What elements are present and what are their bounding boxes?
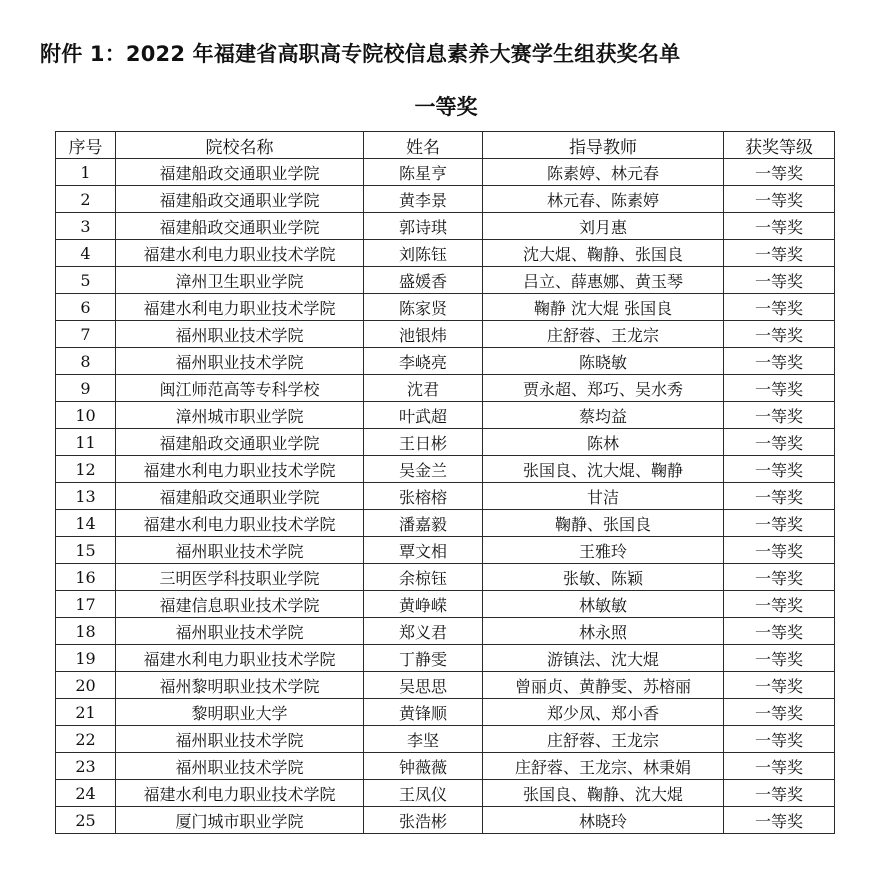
student-name-cell: 黄峥嵘 <box>364 591 483 618</box>
serial-number-cell: 9 <box>56 375 116 402</box>
serial-number-cell: 15 <box>56 537 116 564</box>
student-name-cell: 王日彬 <box>364 429 483 456</box>
school-name-cell: 福建水利电力职业技术学院 <box>116 645 364 672</box>
serial-number-cell: 21 <box>56 699 116 726</box>
serial-number-cell: 13 <box>56 483 116 510</box>
serial-number-cell: 11 <box>56 429 116 456</box>
instructor-cell: 甘洁 <box>483 483 724 510</box>
table-row <box>56 402 835 429</box>
award-level-cell: 一等奖 <box>724 618 835 645</box>
header-student-name: 姓名 <box>364 132 483 159</box>
award-level-cell: 一等奖 <box>724 645 835 672</box>
instructor-cell: 陈林 <box>483 429 724 456</box>
school-name-cell: 闽江师范高等专科学校 <box>116 375 364 402</box>
school-name-cell: 福建水利电力职业技术学院 <box>116 456 364 483</box>
school-name-cell: 福建水利电力职业技术学院 <box>116 780 364 807</box>
table-row <box>56 159 835 186</box>
header-instructor: 指导教师 <box>483 132 724 159</box>
school-name-cell: 漳州卫生职业学院 <box>116 267 364 294</box>
instructor-cell: 林永照 <box>483 618 724 645</box>
student-name-cell: 盛媛香 <box>364 267 483 294</box>
instructor-cell: 吕立、薛惠娜、黄玉琴 <box>483 267 724 294</box>
award-level-cell: 一等奖 <box>724 375 835 402</box>
award-level-cell: 一等奖 <box>724 591 835 618</box>
award-level-cell: 一等奖 <box>724 537 835 564</box>
table-row <box>56 618 835 645</box>
instructor-cell: 曾丽贞、黄静雯、苏榕丽 <box>483 672 724 699</box>
header-school-name: 院校名称 <box>116 132 364 159</box>
award-level-cell: 一等奖 <box>724 159 835 186</box>
award-level-cell: 一等奖 <box>724 564 835 591</box>
table-row <box>56 807 835 834</box>
instructor-cell: 张敏、陈颖 <box>483 564 724 591</box>
school-name-cell: 黎明职业大学 <box>116 699 364 726</box>
school-name-cell: 福州职业技术学院 <box>116 537 364 564</box>
student-name-cell: 王凤仪 <box>364 780 483 807</box>
student-name-cell: 张榕榕 <box>364 483 483 510</box>
school-name-cell: 福建水利电力职业技术学院 <box>116 240 364 267</box>
award-level-cell: 一等奖 <box>724 807 835 834</box>
serial-number-cell: 16 <box>56 564 116 591</box>
table-row <box>56 483 835 510</box>
table-row <box>56 213 835 240</box>
student-name-cell: 覃文相 <box>364 537 483 564</box>
student-name-cell: 郑义君 <box>364 618 483 645</box>
serial-number-cell: 7 <box>56 321 116 348</box>
table-row <box>56 564 835 591</box>
instructor-cell: 贾永超、郑巧、吴水秀 <box>483 375 724 402</box>
instructor-cell: 刘月惠 <box>483 213 724 240</box>
instructor-cell: 林元春、陈素婷 <box>483 186 724 213</box>
serial-number-cell: 23 <box>56 753 116 780</box>
school-name-cell: 福州职业技术学院 <box>116 726 364 753</box>
instructor-cell: 蔡均益 <box>483 402 724 429</box>
serial-number-cell: 19 <box>56 645 116 672</box>
award-level-cell: 一等奖 <box>724 402 835 429</box>
header-award-level: 获奖等级 <box>724 132 835 159</box>
serial-number-cell: 22 <box>56 726 116 753</box>
student-name-cell: 陈星亨 <box>364 159 483 186</box>
table-body <box>56 159 835 834</box>
award-level-cell: 一等奖 <box>724 186 835 213</box>
award-level-cell: 一等奖 <box>724 321 835 348</box>
header-serial-number: 序号 <box>56 132 116 159</box>
school-name-cell: 厦门城市职业学院 <box>116 807 364 834</box>
student-name-cell: 钟薇薇 <box>364 753 483 780</box>
student-name-cell: 黄锋顺 <box>364 699 483 726</box>
instructor-cell: 沈大焜、鞠静、张国良 <box>483 240 724 267</box>
student-name-cell: 丁静雯 <box>364 645 483 672</box>
student-name-cell: 黄李景 <box>364 186 483 213</box>
award-level-cell: 一等奖 <box>724 672 835 699</box>
instructor-cell: 张国良、沈大焜、鞠静 <box>483 456 724 483</box>
serial-number-cell: 25 <box>56 807 116 834</box>
serial-number-cell: 17 <box>56 591 116 618</box>
table-row <box>56 699 835 726</box>
serial-number-cell: 1 <box>56 159 116 186</box>
award-level-cell: 一等奖 <box>724 753 835 780</box>
serial-number-cell: 8 <box>56 348 116 375</box>
table-row <box>56 780 835 807</box>
school-name-cell: 福建信息职业技术学院 <box>116 591 364 618</box>
award-level-cell: 一等奖 <box>724 483 835 510</box>
instructor-cell: 陈素婷、林元春 <box>483 159 724 186</box>
award-level-cell: 一等奖 <box>724 213 835 240</box>
school-name-cell: 福建船政交通职业学院 <box>116 186 364 213</box>
serial-number-cell: 10 <box>56 402 116 429</box>
instructor-cell: 游镇法、沈大焜 <box>483 645 724 672</box>
instructor-cell: 林晓玲 <box>483 807 724 834</box>
student-name-cell: 李坚 <box>364 726 483 753</box>
instructor-cell: 庄舒蓉、王龙宗 <box>483 726 724 753</box>
instructor-cell: 鞠静、张国良 <box>483 510 724 537</box>
student-name-cell: 刘陈钰 <box>364 240 483 267</box>
award-level-cell: 一等奖 <box>724 726 835 753</box>
school-name-cell: 三明医学科技职业学院 <box>116 564 364 591</box>
table-row <box>56 321 835 348</box>
serial-number-cell: 5 <box>56 267 116 294</box>
serial-number-cell: 18 <box>56 618 116 645</box>
table-row <box>56 240 835 267</box>
school-name-cell: 福建水利电力职业技术学院 <box>116 294 364 321</box>
table-row <box>56 510 835 537</box>
instructor-cell: 王雅玲 <box>483 537 724 564</box>
table-row <box>56 294 835 321</box>
table-row <box>56 726 835 753</box>
award-level-cell: 一等奖 <box>724 456 835 483</box>
table-row <box>56 429 835 456</box>
student-name-cell: 吴思思 <box>364 672 483 699</box>
award-level-cell: 一等奖 <box>724 510 835 537</box>
table-row <box>56 591 835 618</box>
serial-number-cell: 3 <box>56 213 116 240</box>
school-name-cell: 福州黎明职业技术学院 <box>116 672 364 699</box>
award-level-cell: 一等奖 <box>724 267 835 294</box>
award-level-cell: 一等奖 <box>724 429 835 456</box>
section-title: 一等奖 <box>414 95 478 119</box>
student-name-cell: 吴金兰 <box>364 456 483 483</box>
school-name-cell: 福建水利电力职业技术学院 <box>116 510 364 537</box>
serial-number-cell: 14 <box>56 510 116 537</box>
serial-number-cell: 4 <box>56 240 116 267</box>
table-row <box>56 672 835 699</box>
instructor-cell: 鞠静 沈大焜 张国良 <box>483 294 724 321</box>
award-level-cell: 一等奖 <box>724 348 835 375</box>
table-header-row <box>56 132 835 159</box>
serial-number-cell: 12 <box>56 456 116 483</box>
school-name-cell: 福州职业技术学院 <box>116 321 364 348</box>
school-name-cell: 福建船政交通职业学院 <box>116 429 364 456</box>
table-row <box>56 186 835 213</box>
serial-number-cell: 6 <box>56 294 116 321</box>
instructor-cell: 庄舒蓉、王龙宗、林秉娟 <box>483 753 724 780</box>
award-level-cell: 一等奖 <box>724 780 835 807</box>
student-name-cell: 余椋钰 <box>364 564 483 591</box>
student-name-cell: 叶武超 <box>364 402 483 429</box>
student-name-cell: 陈家贤 <box>364 294 483 321</box>
table-row <box>56 753 835 780</box>
table-row <box>56 348 835 375</box>
student-name-cell: 池银炜 <box>364 321 483 348</box>
student-name-cell: 张浩彬 <box>364 807 483 834</box>
school-name-cell: 漳州城市职业学院 <box>116 402 364 429</box>
table-row <box>56 456 835 483</box>
student-name-cell: 潘嘉毅 <box>364 510 483 537</box>
school-name-cell: 福州职业技术学院 <box>116 753 364 780</box>
school-name-cell: 福建船政交通职业学院 <box>116 159 364 186</box>
table-row <box>56 267 835 294</box>
student-name-cell: 沈君 <box>364 375 483 402</box>
school-name-cell: 福州职业技术学院 <box>116 348 364 375</box>
school-name-cell: 福州职业技术学院 <box>116 618 364 645</box>
student-name-cell: 李峣亮 <box>364 348 483 375</box>
award-level-cell: 一等奖 <box>724 294 835 321</box>
instructor-cell: 庄舒蓉、王龙宗 <box>483 321 724 348</box>
award-level-cell: 一等奖 <box>724 240 835 267</box>
table-row <box>56 537 835 564</box>
student-name-cell: 郭诗琪 <box>364 213 483 240</box>
awards-table <box>55 131 835 834</box>
serial-number-cell: 24 <box>56 780 116 807</box>
serial-number-cell: 2 <box>56 186 116 213</box>
award-level-cell: 一等奖 <box>724 699 835 726</box>
serial-number-cell: 20 <box>56 672 116 699</box>
instructor-cell: 张国良、鞠静、沈大焜 <box>483 780 724 807</box>
table-row <box>56 375 835 402</box>
school-name-cell: 福建船政交通职业学院 <box>116 213 364 240</box>
instructor-cell: 郑少凤、郑小香 <box>483 699 724 726</box>
school-name-cell: 福建船政交通职业学院 <box>116 483 364 510</box>
instructor-cell: 林敏敏 <box>483 591 724 618</box>
document-title: 附件 1：2022 年福建省高职高专院校信息素养大赛学生组获奖名单 <box>40 42 681 66</box>
table-row <box>56 645 835 672</box>
instructor-cell: 陈晓敏 <box>483 348 724 375</box>
